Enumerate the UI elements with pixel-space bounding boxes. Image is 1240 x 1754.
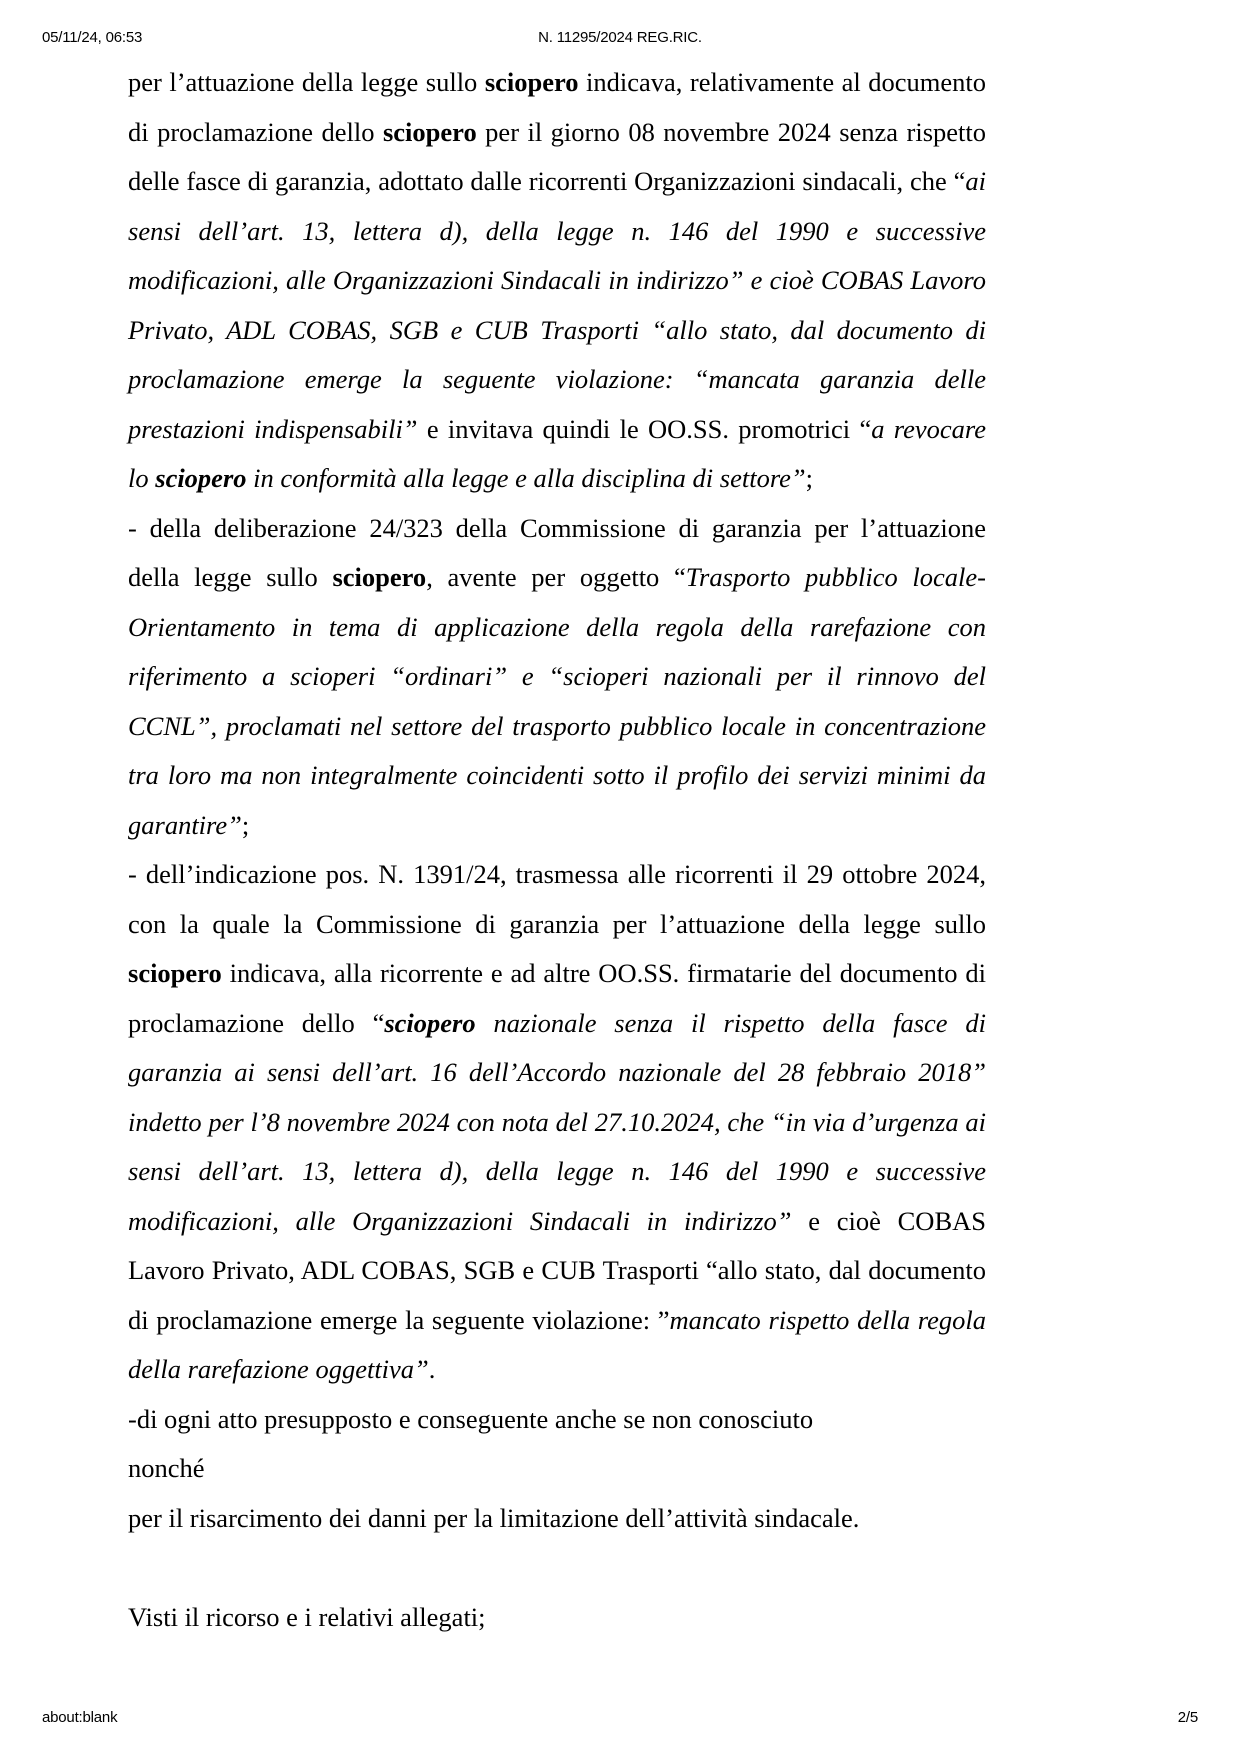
text-run-normal: - della deliberazione 24/323 della Commissione di garanzia per l’attuazione della legge sullo — [128, 512, 986, 592]
text-run-normal: , avente per oggetto “ — [426, 562, 686, 592]
text-run-normal: per il risarcimento dei danni per la limitazione dell’attività sindacale. — [128, 1502, 860, 1533]
text-run-bold: sciopero — [128, 958, 222, 988]
print-header — [42, 28, 1198, 48]
document-text-body — [128, 58, 986, 1642]
text-run-normal: indicava, relativamente al documento di proclamazione dello — [128, 67, 986, 147]
text-run-normal: - dell’indicazione pos. N. 1391/24, trasmessa alle ricorrenti il 29 ottobre 2024, con la quale la Commissione di garanzia per l’attuazione della legge sullo — [128, 859, 986, 939]
document-paragraph — [128, 850, 986, 1395]
text-run-italic: Trasporto pubblico locale-Orientamento in tema di applicazione della regola della rarefazione con riferimento a scioperi “ordinari” e “scioperi nazionali per il rinnovo del CCNL”, proclamati nel settore del trasporto pubblico locale in concentrazione tra loro ma non integralmente coincidenti sotto il profilo dei servizi minimi da garantire” — [128, 562, 986, 840]
text-run-normal: indicava, alla ricorrente e ad altre OO.SS. firmatarie del documento di proclamazione dello “ — [128, 958, 986, 1038]
text-run-italic: “allo stato, dal documento di proclamazione emerge la seguente violazione: “mancata garanzia delle prestazioni indispensabili” — [128, 314, 986, 444]
document-paragraph — [128, 1444, 986, 1494]
print-footer-url: about:blank — [42, 1709, 118, 1726]
document-paragraph — [128, 58, 986, 504]
print-footer — [42, 1708, 1198, 1728]
text-run-italic: mancato rispetto della regola della rarefazione oggettiva” — [128, 1304, 986, 1384]
text-run-normal: e cioè COBAS Lavoro Privato, ADL COBAS, SGB e CUB Trasporti “allo stato, dal documento di proclamazione emerge la seguente violazione: ” — [128, 1205, 986, 1335]
text-run-normal: per l’attuazione della legge sullo — [128, 67, 485, 97]
text-run-italic: nazionale senza il rispetto della fasce di garanzia ai sensi dell’art. 16 dell’Accordo nazionale del 28 febbraio 2018” indetto per l’8 novembre 2024 con nota del 27.10.2024, che “in via d’urgenza ai sensi dell’art. 13, lettera d), della legge n. 146 del 1990 e successive modificazioni, alle Organizzazioni Sindacali in indirizzo” — [128, 1007, 986, 1236]
print-header-case-number: N. 11295/2024 REG.RIC. — [538, 29, 702, 46]
print-footer-page-number: 2/5 — [1177, 1709, 1198, 1726]
text-run-bolditalic: sciopero — [155, 463, 247, 493]
text-run-normal: . — [428, 1354, 436, 1384]
text-run-italic: a revocare lo — [128, 413, 986, 493]
text-run-normal: nonché — [128, 1453, 205, 1483]
document-paragraph — [128, 1395, 986, 1445]
text-run-bold: sciopero — [332, 562, 427, 592]
document-paragraph — [128, 1494, 986, 1544]
document-paragraph — [128, 504, 986, 851]
text-run-italic: ai sensi dell’art. 13, lettera d), della legge n. 146 del 1990 e successive modificazioni, alle Organizzazioni Sindacali in indirizzo” e cioè COBAS Lavoro Privato, ADL COBAS, SGB e CUB Trasporti — [128, 166, 986, 345]
print-header-date: 05/11/24, 06:53 — [42, 29, 143, 46]
text-run-normal: ; — [805, 463, 814, 493]
text-run-normal: per il giorno 08 novembre 2024 senza rispetto delle fasce di garanzia, adottato dalle ricorrenti Organizzazioni sindacali, che “ — [128, 116, 987, 196]
text-run-bold: sciopero — [484, 67, 579, 97]
text-run-normal: ; — [241, 809, 250, 840]
paragraph-spacer — [128, 1543, 986, 1593]
text-run-bolditalic: sciopero — [384, 1007, 476, 1038]
document-paragraph — [128, 1593, 986, 1643]
text-run-italic: in conformità alla legge e alla disciplina di settore” — [246, 463, 806, 493]
text-run-normal: Visti il ricorso e i relativi allegati; — [128, 1601, 486, 1632]
text-run-normal: e invitava quindi le OO.SS. promotrici “ — [417, 413, 872, 444]
text-run-normal: -di ogni atto presupposto e conseguente anche se non conosciuto — [128, 1403, 814, 1434]
text-run-bold: sciopero — [382, 116, 477, 147]
